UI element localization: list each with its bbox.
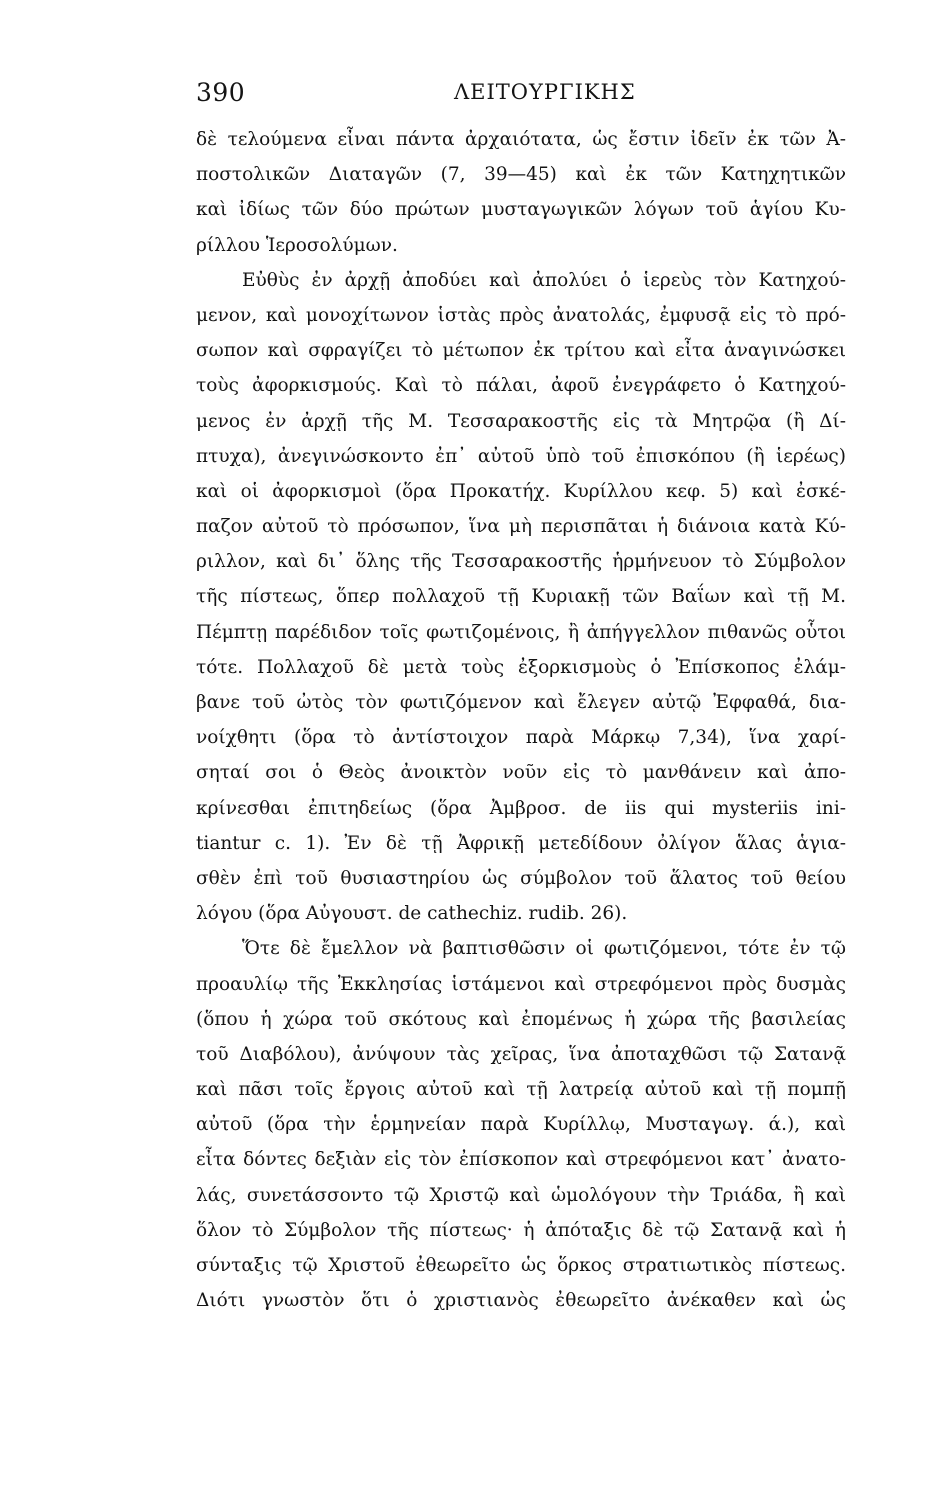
text-line: τῆς πίστεως, ὅπερ πολλαχοῦ τῇ Κυριακῇ τῶν Βαΐων καὶ τῇ Μ. [196,586,846,608]
text-line: tiantur c. 1). Ἐν δὲ τῇ Ἀφρικῇ μετεδίδουν ὀλίγον ἅλας ἁγια- [196,832,846,854]
text-line: αὐτοῦ (ὅρα τὴν ἑρμηνείαν παρὰ Κυρίλλῳ, Μυσταγωγ. ά.), καὶ [196,1114,846,1136]
text-line: ὅλον τὸ Σύμβολον τῆς πίστεως· ἡ ἀπόταξις δὲ τῷ Σατανᾷ καὶ ἡ [196,1219,846,1241]
text-line: τοῦ Διαβόλου), ἀνύψουν τὰς χεῖρας, ἵνα ἀποταχθῶσι τῷ Σατανᾷ [196,1043,846,1065]
text-line: λάς, συνετάσσοντο τῷ Χριστῷ καὶ ὡμολόγουν τὴν Τριάδα, ἢ καὶ [196,1184,846,1206]
text-line: Εὐθὺς ἐν ἀρχῇ ἀποδύει καὶ ἀπολύει ὁ ἱερεὺς τὸν Κατηχού- [242,269,846,291]
text-line: καὶ οἱ ἀφορκισμοὶ (ὅρα Προκατήχ. Κυρίλλου κεφ. 5) καὶ ἐσκέ- [196,480,846,502]
text-line: εἶτα δόντες δεξιὰν εἰς τὸν ἐπίσκοπον καὶ στρεφόμενοι κατ᾽ ἀνατο- [196,1149,846,1171]
text-line: μενον, καὶ μονοχίτωνον ἱστὰς πρὸς ἀνατολάς, ἐμφυσᾷ εἰς τὸ πρό- [196,304,846,326]
page-number: 390 [196,78,246,107]
text-line: (ὅπου ἡ χώρα τοῦ σκότους καὶ ἐπομένως ἡ χώρα τῆς βασιλείας [196,1008,846,1030]
text-line: βανε τοῦ ὠτὸς τὸν φωτιζόμενον καὶ ἔλεγεν αὐτῷ Ἐφφαθά, δια- [196,692,846,713]
text-line: νοίχθητι (ὅρα τὸ ἀντίστοιχον παρὰ Μάρκῳ 7,34), ἵνα χαρί- [196,727,846,749]
text-line: μενος ἐν ἀρχῇ τῆς Μ. Τεσσαρακοστῆς εἰς τὰ Μητρῷα (ἢ Δί- [196,410,846,432]
text-line: Διότι γνωστὸν ὅτι ὁ χριστιανὸς ἐθεωρεῖτο ἀνέκαθεν καὶ ὡς [196,1290,846,1312]
text-line: ποστολικῶν Διαταγῶν (7, 39—45) καὶ ἐκ τῶν Κατηχητικῶν [196,164,846,186]
page-header [196,72,846,116]
text-line: κρίνεσθαι ἐπιτηδείως (ὅρα Ἀμβροσ. de iis qui mysteriis ini- [196,797,846,819]
text-line: σύνταξις τῷ Χριστοῦ ἐθεωρεῖτο ὡς ὅρκος στρατιωτικὸς πίστεως. [196,1255,846,1276]
text-line: καὶ πᾶσι τοῖς ἔργοις αὐτοῦ καὶ τῇ λατρείᾳ αὐτοῦ καὶ τῇ πομπῇ [196,1079,846,1101]
text-line: ριλλον, καὶ δι᾽ ὅλης τῆς Τεσσαρακοστῆς ἡρμήνευον τὸ Σύμβολον [196,551,846,573]
text-line: σθὲν ἐπὶ τοῦ θυσιαστηρίου ὡς σύμβολον τοῦ ἅλατος τοῦ θείου [196,867,846,889]
text-line: προαυλίῳ τῆς Ἐκκλησίας ἱστάμενοι καὶ στρεφόμενοι πρὸς δυσμὰς [196,973,846,995]
text-line: παζον αὐτοῦ τὸ πρόσωπον, ἵνα μὴ περισπᾶται ἡ διάνοια κατὰ Κύ- [196,516,846,538]
text-line: σωπον καὶ σφραγίζει τὸ μέτωπον ἐκ τρίτου καὶ εἶτα ἀναγινώσκει [196,340,846,362]
text-line: τότε. Πολλαχοῦ δὲ μετὰ τοὺς ἐξορκισμοὺς ὁ Ἐπίσκοπος ἐλάμ- [196,656,846,678]
body-text [196,122,846,1318]
text-line: λόγου (ὅρα Αὐγουστ. de cathechiz. rudib. 26). [196,903,628,925]
text-line: ρίλλου Ἱεροσολύμων. [196,234,398,256]
text-line: τοὺς ἀφορκισμούς. Καὶ τὸ πάλαι, ἀφοῦ ἐνεγράφετο ὁ Κατηχού- [196,375,846,397]
text-line: σηταί σοι ὁ Θεὸς ἀνοικτὸν νοῦν εἰς τὸ μανθάνειν καὶ ἀπο- [196,762,846,784]
text-line: Πέμπτῃ παρέδιδον τοῖς φωτιζομένοις, ἢ ἀπήγγελλον πιθανῶς οὗτοι [196,621,846,643]
text-line: πτυχα), ἀνεγινώσκοντο ἐπ᾽ αὐτοῦ ὑπὸ τοῦ ἐπισκόπου (ἢ ἱερέως) [196,445,846,467]
running-title: ΛΕΙΤΟΥΡΓΙΚΗΣ [454,80,636,104]
text-line: δὲ τελούμενα εἶναι πάντα ἀρχαιότατα, ὡς ἔστιν ἰδεῖν ἐκ τῶν Ἀ- [196,129,846,150]
text-line: Ὅτε δὲ ἔμελλον νὰ βαπτισθῶσιν οἱ φωτιζόμενοι, τότε ἐν τῷ [242,938,846,960]
text-line: καὶ ἰδίως τῶν δύο πρώτων μυσταγωγικῶν λόγων τοῦ ἁγίου Κυ- [196,199,846,221]
